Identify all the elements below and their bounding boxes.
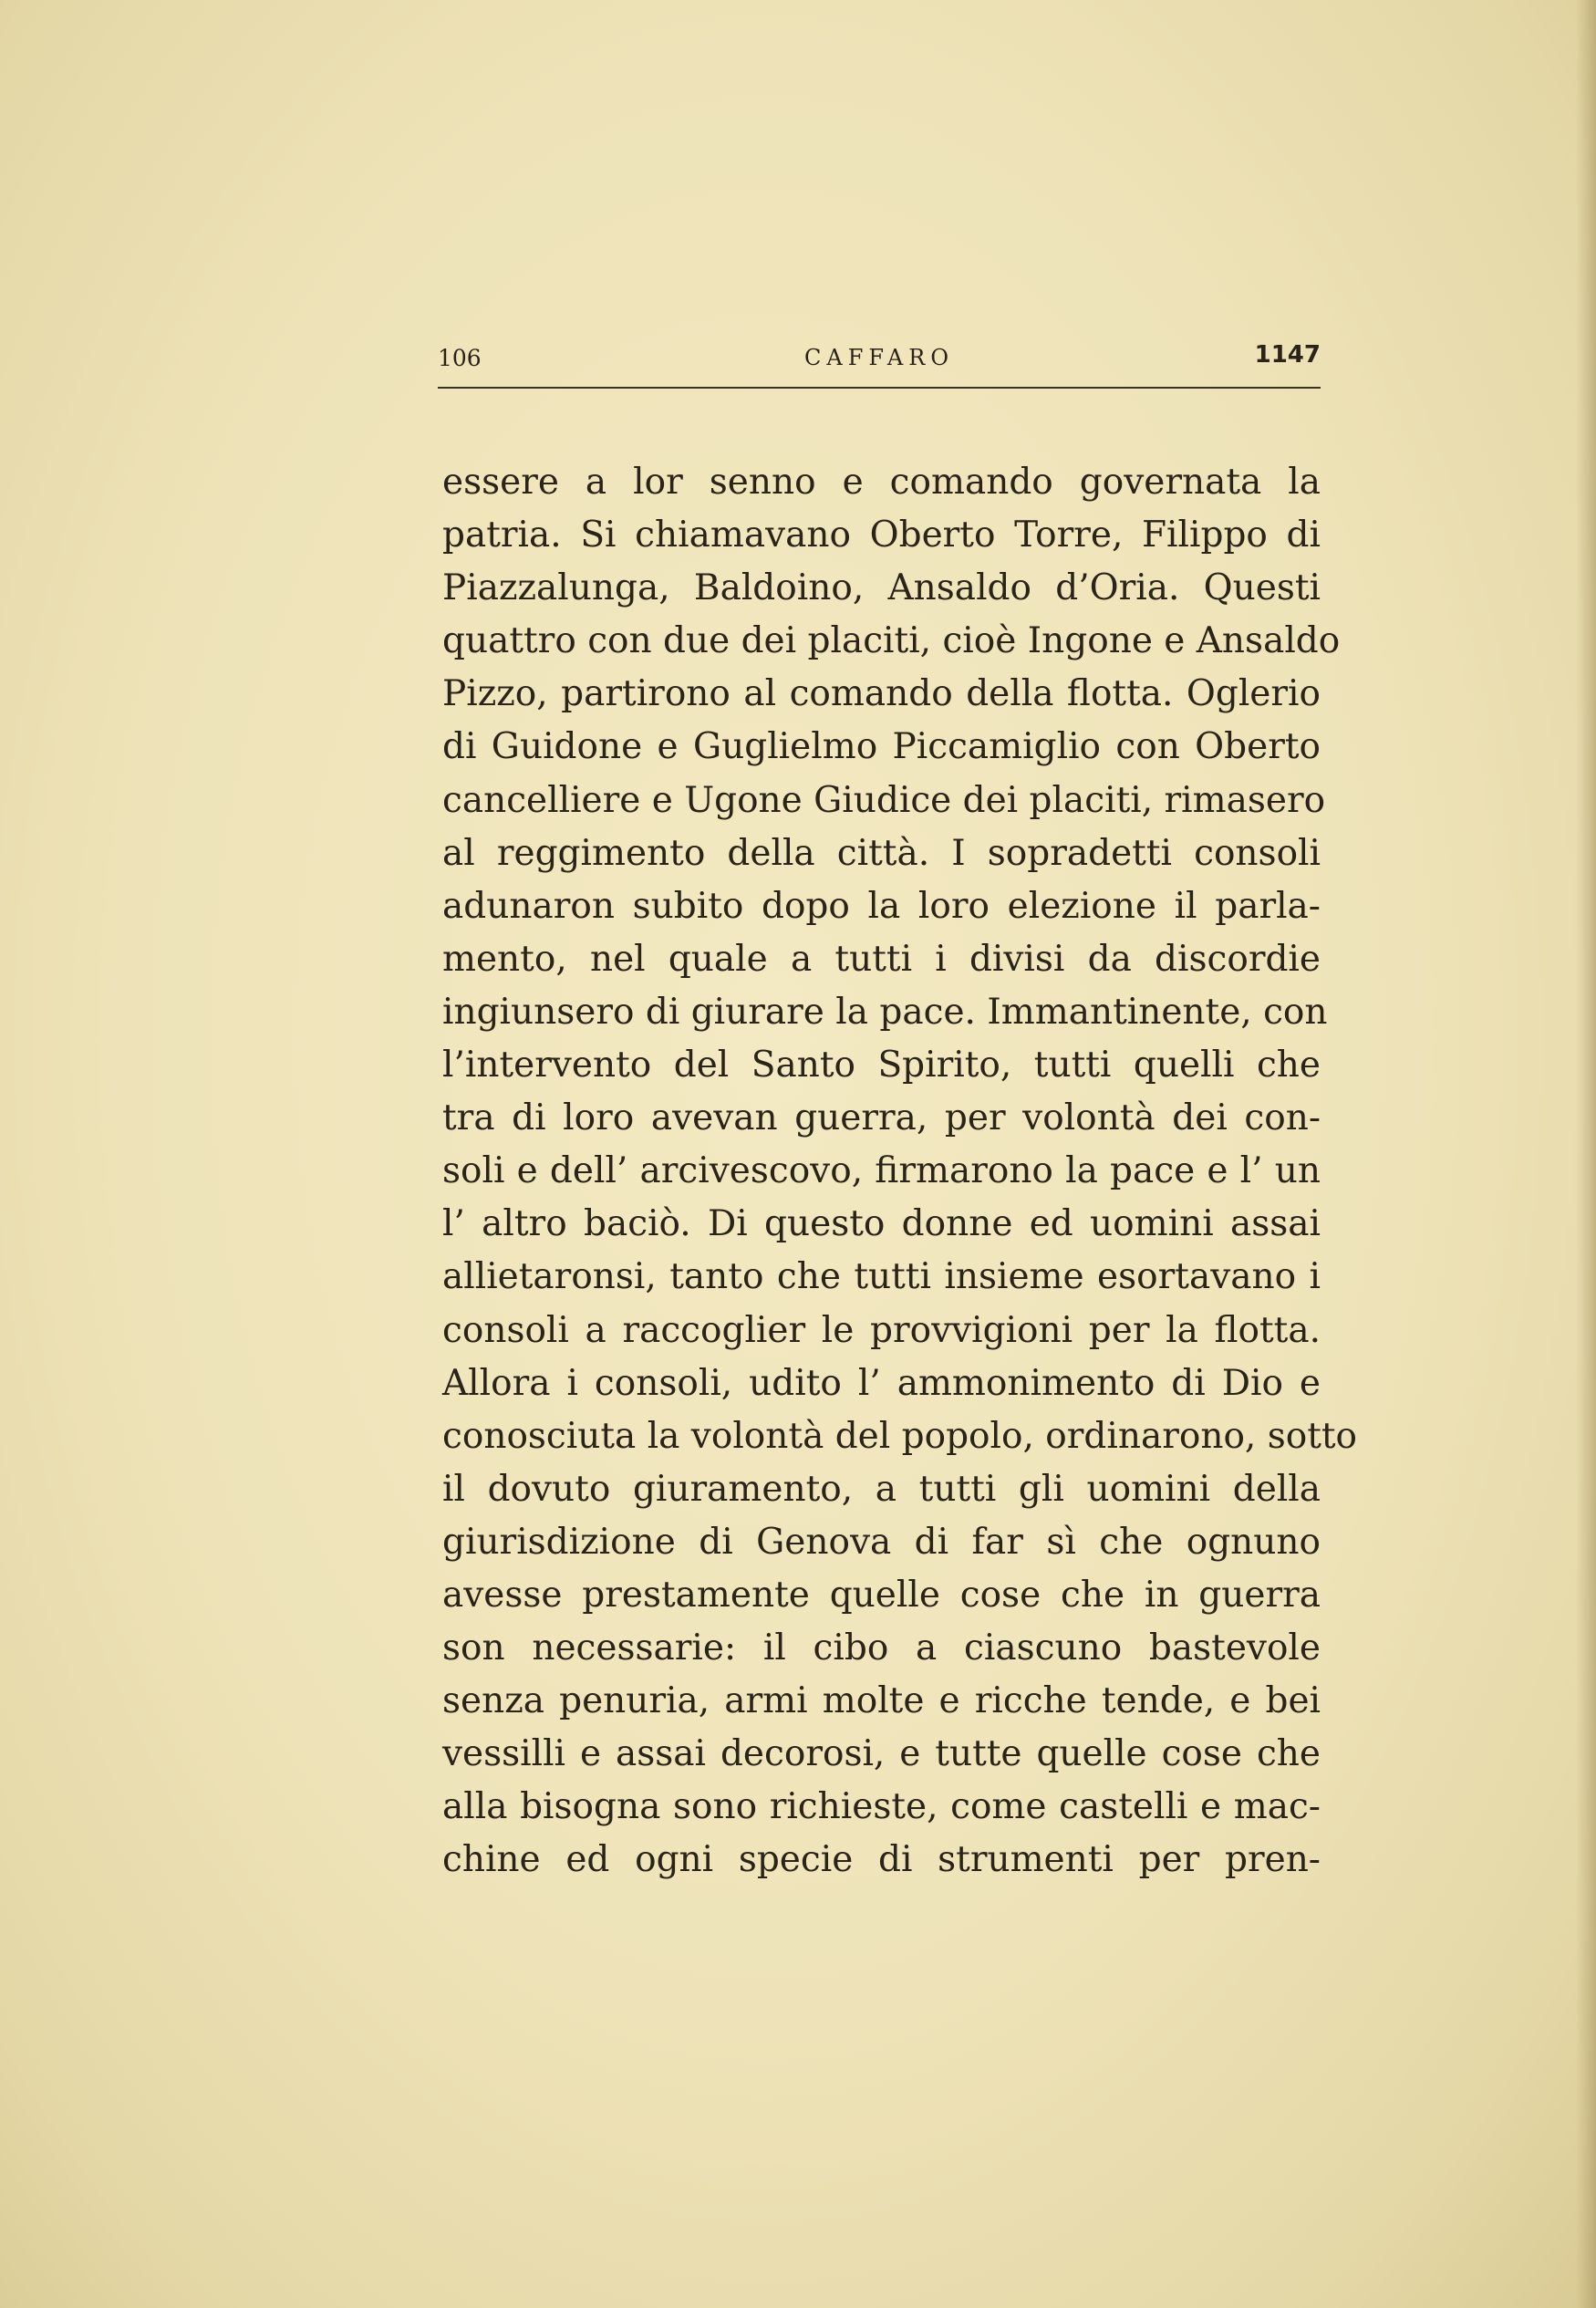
text-line: l’ altro baciò. Di questo donne ed uomini assai bbox=[442, 1203, 1321, 1245]
page-edge-shadow bbox=[1576, 0, 1596, 2308]
text-line: senza penuria, armi molte e ricche tende, e bei bbox=[442, 1680, 1321, 1722]
text-line: allietaronsi, tanto che tutti insieme esortavano i bbox=[442, 1256, 1321, 1298]
text-line: chine ed ogni specie di strumenti per pren- bbox=[442, 1839, 1321, 1881]
text-line: quattro con due dei placiti, cioè Ingone e Ansaldo bbox=[442, 620, 1341, 662]
text-line: consoli a raccoglier le provvigioni per la flotta. bbox=[442, 1309, 1321, 1351]
text-line: Allora i consoli, udito l’ ammonimento di Dio e bbox=[442, 1362, 1321, 1404]
text-line: patria. Si chiamavano Oberto Torre, Filippo di bbox=[442, 515, 1321, 556]
year-marker: 1147 bbox=[1254, 341, 1321, 369]
text-line: vessilli e assai decorosi, e tutte quelle cose che bbox=[442, 1733, 1321, 1775]
text-line: soli e dell’ arcivescovo, firmarono la pace e l’ un bbox=[442, 1150, 1321, 1192]
page-number: 106 bbox=[438, 345, 482, 371]
body-text bbox=[442, 456, 1358, 1887]
text-line: di Guidone e Guglielmo Piccamiglio con Oberto bbox=[442, 726, 1321, 768]
text-line: Piazzalunga, Baldoino, Ansaldo d’Oria. Questi bbox=[442, 567, 1321, 609]
text-line: mento, nel quale a tutti i divisi da discordie bbox=[442, 938, 1321, 980]
text-line: giurisdizione di Genova di far sì che ognuno bbox=[442, 1521, 1321, 1563]
text-line: al reggimento della città. I sopradetti consoli bbox=[442, 832, 1321, 874]
text-line: essere a lor senno e comando governata la bbox=[442, 462, 1321, 503]
text-line: adunaron subito dopo la loro elezione il parla- bbox=[442, 885, 1321, 927]
text-line: l’intervento del Santo Spirito, tutti quelli che bbox=[442, 1045, 1321, 1086]
running-header bbox=[438, 339, 1321, 385]
text-line: alla bisogna sono richieste, come castelli e mac- bbox=[442, 1786, 1321, 1828]
text-line: Pizzo, partirono al comando della flotta. Oglerio bbox=[442, 673, 1321, 715]
text-line: tra di loro avevan guerra, per volontà dei con- bbox=[442, 1097, 1321, 1139]
text-line: il dovuto giuramento, a tutti gli uomini della bbox=[442, 1468, 1321, 1510]
text-line: conosciuta la volontà del popolo, ordinarono, sotto bbox=[442, 1415, 1358, 1457]
text-line: cancelliere e Ugone Giudice dei placiti, rimasero bbox=[442, 779, 1326, 821]
header-rule bbox=[438, 387, 1321, 389]
text-line: avesse prestamente quelle cose che in guerra bbox=[442, 1574, 1321, 1616]
text-line: ingiunsero di giurare la pace. Immantinente, con bbox=[442, 991, 1328, 1033]
text-line: son necessarie: il cibo a ciascuno bastevole bbox=[442, 1627, 1321, 1669]
running-title: CAFFARO bbox=[804, 345, 954, 370]
